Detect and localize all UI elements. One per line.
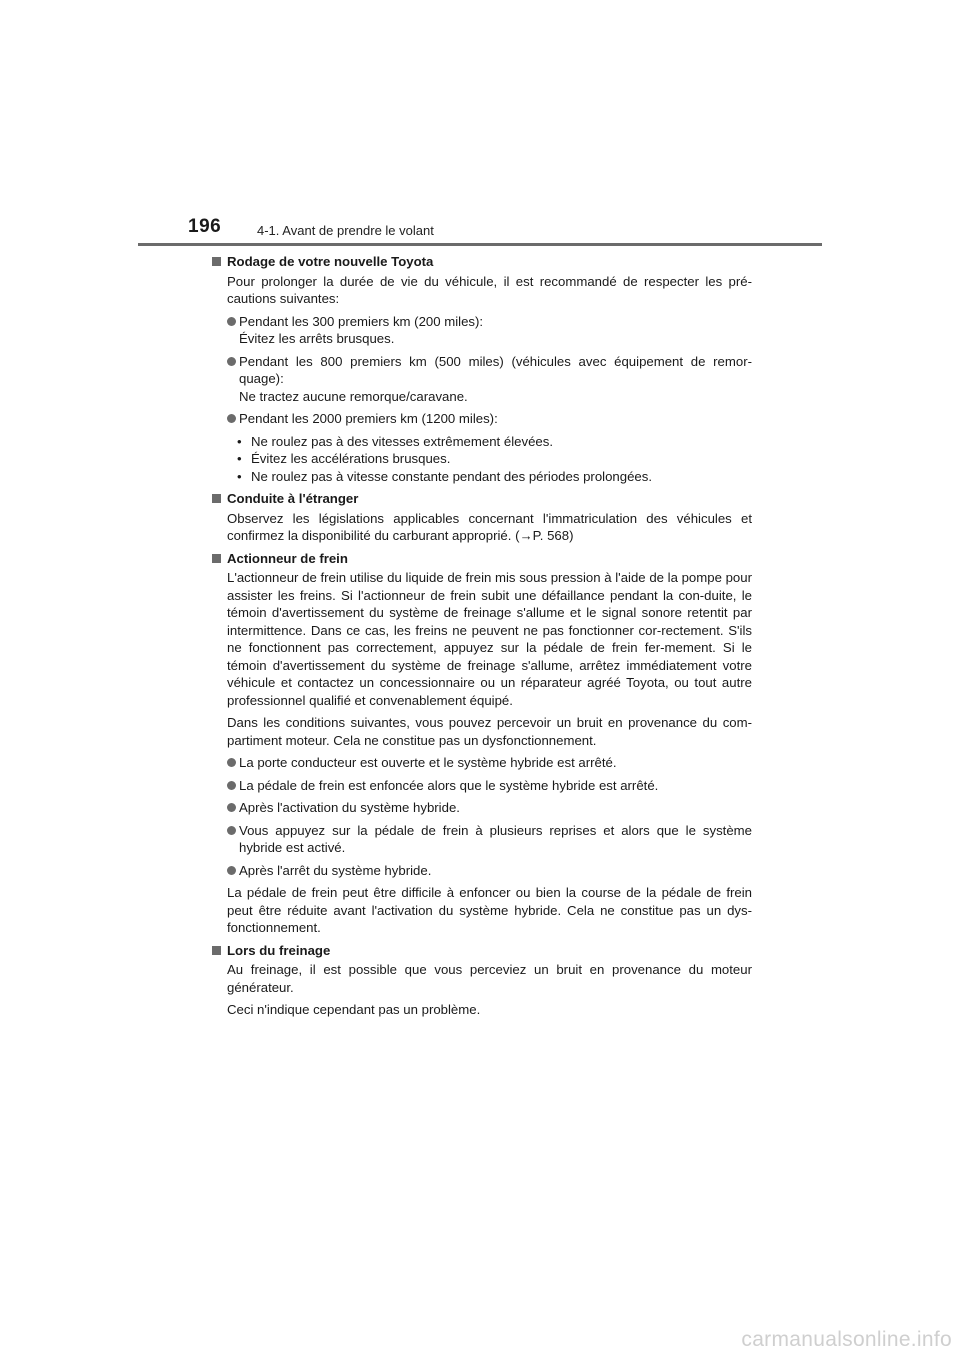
round-bullet-icon [227, 357, 236, 366]
dot-bullet-icon: • [237, 468, 242, 484]
header-divider [138, 243, 822, 246]
sub-list-item [237, 433, 752, 451]
list-item-text: Pendant les 800 premiers km (500 miles) (véhicules avec équipement de remor-quage): [239, 353, 752, 386]
list-item-text: Ne tractez aucune remorque/caravane. [239, 388, 468, 404]
paragraph: L'actionneur de frein utilise du liquide de frein mis sous pression à l'aide de la pompe pour assister les freins. Si l'actionneur de frein subit une défaillance pendant la con-duite, le témoin d'avertissement du système de freinage s'allume et le signal sonore retentit par intermittence. Dans ce cas, les freins ne peuvent ne pas fonctionner cor-rectement. S'ils ne fonctionnent pas correctement, appuyez sur la pédale de frein fer-mement. Si le témoin d'avertissement du système de freinage s'allume, arrêtez immédiatement votre véhicule et contactez un concessionnaire ou un réparateur agréé Toyota, ou tout autre professionnel qualifié et convenablement équipé. [227, 570, 752, 708]
round-bullet-icon [227, 826, 236, 835]
list-item-text: Après l'arrêt du système hybride. [239, 862, 432, 878]
list-item-text: Pendant les 2000 premiers km (1200 miles): [239, 411, 498, 426]
sub-list-item [237, 468, 752, 486]
list-item-text: Vous appuyez sur la pédale de frein à plusieurs reprises et alors que le système hybride est activé. [239, 822, 752, 855]
section-heading-freinage [210, 942, 752, 960]
sub-list [237, 433, 752, 486]
square-bullet-icon [212, 946, 221, 955]
heading-text: Rodage de votre nouvelle Toyota [227, 254, 434, 269]
page-header [0, 0, 960, 250]
round-bullet-icon [227, 866, 236, 875]
section-heading-rodage [210, 253, 752, 271]
list-item [227, 353, 752, 406]
round-bullet-icon [227, 781, 236, 790]
list-item [227, 313, 752, 348]
sub-list-item-text: Évitez les accélérations brusques. [251, 451, 451, 466]
page-content [210, 253, 752, 1024]
round-bullet-icon [227, 758, 236, 767]
paragraph: Ceci n'indique cependant pas un problème. [227, 1002, 481, 1017]
heading-text: Conduite à l'étranger [227, 491, 359, 506]
heading-text: Actionneur de frein [227, 550, 348, 566]
list-item [227, 799, 752, 817]
round-bullet-icon [227, 803, 236, 812]
page-number: 196 [188, 216, 222, 237]
square-bullet-icon [212, 494, 221, 503]
list-item [227, 777, 752, 795]
round-bullet-icon [227, 414, 236, 423]
list-item-text: La porte conducteur est ouverte et le système hybride est arrêté. [239, 755, 617, 770]
square-bullet-icon [212, 257, 221, 266]
paragraph: Au freinage, il est possible que vous perceviez un bruit en provenance du moteur générateur. [227, 962, 752, 995]
dot-bullet-icon: • [237, 433, 242, 449]
list-item [227, 822, 752, 857]
list-item-text: Évitez les arrêts brusques. [239, 331, 395, 346]
list-item [227, 754, 752, 772]
paragraph: Pour prolonger la durée de vie du véhicule, il est recommandé de respecter les pré-cautions suivantes: [227, 273, 752, 306]
sub-list-item [237, 450, 752, 468]
section-heading-conduite [210, 490, 752, 508]
list-item-text: Pendant les 300 premiers km (200 miles): [239, 313, 484, 329]
sub-list-item-text: Ne roulez pas à vitesse constante pendant des périodes prolongées. [251, 468, 653, 484]
list-item-text: La pédale de frein est enfoncée alors que le système hybride est arrêté. [239, 777, 659, 793]
list-item [227, 410, 752, 428]
round-bullet-icon [227, 317, 236, 326]
list-item [227, 862, 752, 880]
square-bullet-icon [212, 554, 221, 563]
list-item-text: Après l'activation du système hybride. [239, 800, 460, 815]
section-title: 4-1. Avant de prendre le volant [257, 223, 434, 238]
section-heading-actionneur [210, 550, 752, 568]
paragraph: La pédale de frein peut être difficile à enfoncer ou bien la course de la pédale de frein peut être réduite avant l'activation du système hybride. Cela ne constitue pas un dys-fonctionnement. [227, 885, 752, 935]
watermark: carmanualsonline.info [741, 1328, 952, 1351]
dot-bullet-icon: • [237, 451, 242, 466]
sub-list-item-text: Ne roulez pas à des vitesses extrêmement élevées. [251, 433, 553, 449]
heading-text: Lors du freinage [227, 942, 331, 958]
paragraph: Observez les législations applicables concernant l'immatriculation des véhicules et confirmez la disponibilité du carburant approprié. (→P. 568) [227, 510, 752, 543]
paragraph: Dans les conditions suivantes, vous pouvez percevoir un bruit en provenance du com-partiment moteur. Cela ne constitue pas un dysfonctionnement. [227, 715, 752, 748]
